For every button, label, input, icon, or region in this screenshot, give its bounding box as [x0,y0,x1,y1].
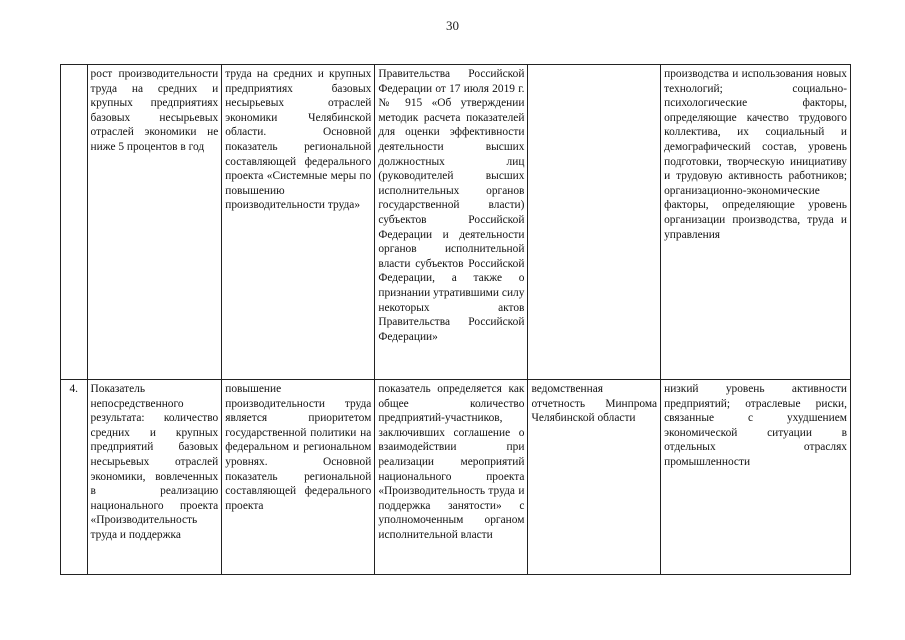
page-number: 30 [446,18,459,33]
indicator-text: рост производительности труда на средних и крупных предприятиях базовых несырьевых отраслей экономики не ниже 5 процентов в год [90,68,219,153]
methodology-cell [375,380,528,575]
rationale-text: труда на средних и крупных предприятиях базовых несырьевых отраслей экономики Челябинской области. Основной показатель региональной составляющей федерального проекта «Системные меры по повышению производительности труда» [225,68,372,212]
row-number-cell [61,65,88,380]
factors-text: низкий уровень активности предприятий; отраслевые риски, связанные с ухудшением экономической ситуации в отдельных отраслях промышленности [664,383,847,468]
indicator-cell [87,380,222,575]
methodology-text: Правительства Российской Федерации от 17 июля 2019 г. № 915 «Об утверждении методик расчета показателей для оценки эффективности деятельности высших должностных лиц (руководителей высших исполнительных органов государственной власти) субъектов Российской Федерации и деятельности органов исполнительной власти субъектов Российской Федерации, а также о признании утратившими силу некоторых актов Правительства Российской Федерации» [378,68,525,343]
indicators-table [60,64,851,575]
rationale-cell [222,65,375,380]
source-cell [528,65,661,380]
table-row [61,380,851,575]
table-row [61,65,851,380]
methodology-cell [375,65,528,380]
row-number-cell [61,380,88,575]
rationale-cell [222,380,375,575]
row-number: 4. [69,383,79,395]
source-text: ведомственная отчетность Минпрома Челябинской области [531,383,658,425]
rationale-text: повышение производительности труда является приоритетом государственной политики на федеральном и региональном уровнях. Основной показатель региональной составляющей федерального проекта [225,383,372,512]
source-cell [528,380,661,575]
indicator-cell [87,65,222,380]
methodology-text: показатель определяется как общее количество предприятий-участников, заключивших соглашение о взаимодействии при реализации мероприятий национального проекта «Производительность труда и поддержка занятости» с уполномоченным органом исполнительной власти [378,383,525,541]
factors-cell [661,380,851,575]
factors-cell [661,65,851,380]
factors-text: производства и использования новых технологий; социально-психологические факторы, определяющие качество трудового коллектива, их социальный и демографический состав, уровень подготовки, творческую инициативу и трудовую активность работников; организационно-экономические факторы, определяющие уровень организации производства, труда и управления [664,68,847,241]
indicator-text: Показатель непосредственного результата: количество средних и крупных предприятий базовых несырьевых отраслей экономики, вовлеченных в реализацию национального проекта «Производительность труда и поддержка [90,383,219,541]
